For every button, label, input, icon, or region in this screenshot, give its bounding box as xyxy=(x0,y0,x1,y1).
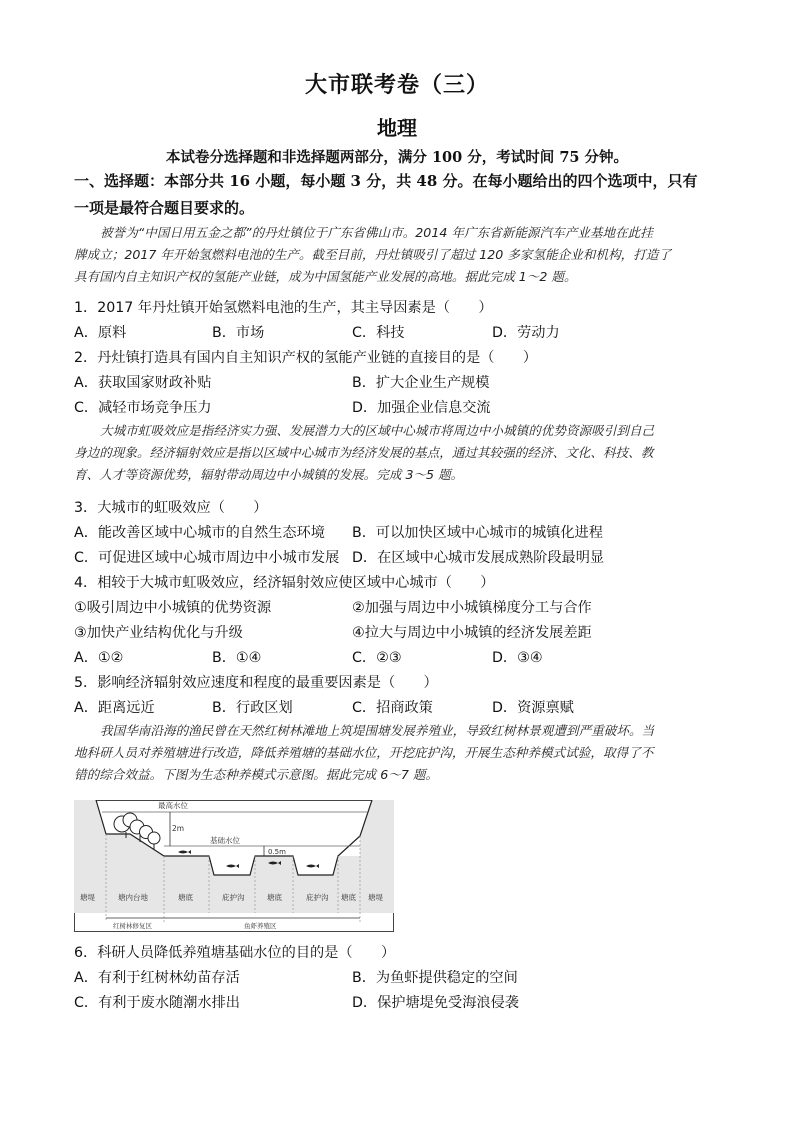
q6-option-d[interactable]: D．保护塘堤免受海浪侵袭 xyxy=(352,995,519,1011)
aquaculture-diagram xyxy=(74,800,394,932)
q6-option-b[interactable]: B．为鱼虾提供稳定的空间 xyxy=(352,970,518,986)
zone-label-7: 塘底 xyxy=(341,893,356,902)
subject-title: 地理 xyxy=(377,116,417,140)
label-05m: 0.5m xyxy=(268,848,286,856)
passage-1 xyxy=(74,222,722,288)
section-heading xyxy=(74,168,724,222)
zone-label-4: 庇护沟 xyxy=(222,893,245,902)
q1-option-c[interactable]: C．科技 xyxy=(352,325,405,341)
label-base-water: 基础水位 xyxy=(210,836,240,845)
q3-option-b[interactable]: B．可以加快区域中心城市的城镇化进程 xyxy=(352,525,603,541)
q6-option-c[interactable]: C．有利于废水随潮水排出 xyxy=(74,995,240,1011)
zone-label-1: 塘堤 xyxy=(80,893,95,902)
passage-2-line3: 育、人才等资源优势，辐射带动周边中小城镇的发展。完成 3～5 题。 xyxy=(74,467,464,482)
q4-option-a[interactable]: A．①② xyxy=(74,650,124,666)
exam-intro: 本试卷分选择题和非选择题两部分，满分 100 分，考试时间 75 分钟。 xyxy=(165,149,629,166)
passage-3-line1: 我国华南沿海的渔民曾在天然红树林滩地上筑堤围塘发展养殖业，导致红树林景观遭到严重破坏。当 xyxy=(100,723,655,738)
q3-option-c[interactable]: C．可促进区域中心城市周边中小城市发展 xyxy=(74,550,340,566)
q1-option-a[interactable]: A．原料 xyxy=(74,325,127,341)
section-heading-line2: 一项是最符合题目要求的。 xyxy=(74,199,255,217)
q2-option-b[interactable]: B．扩大企业生产规模 xyxy=(352,375,490,391)
passage-3 xyxy=(74,720,722,786)
passage-1-line1: 被誉为“中国日用五金之都”的丹灶镇位于广东省佛山市。2014 年广东省新能源汽车产业基地在此挂 xyxy=(100,225,653,240)
question-1-stem: 1．2017 年丹灶镇开始氢燃料电池的生产，其主导因素是（ ） xyxy=(74,300,493,316)
passage-2 xyxy=(74,420,722,486)
passage-1-line2: 牌成立；2017 年开始氢燃料电池的生产。截至目前，丹灶镇吸引了超过 120 多家氢能企业和机构，打造了 xyxy=(74,247,672,262)
q1-option-d[interactable]: D．劳动力 xyxy=(492,325,560,341)
zone-label-2: 塘内台地 xyxy=(118,893,148,902)
zone-label-8: 塘堤 xyxy=(368,893,383,902)
zone-label-5: 塘底 xyxy=(267,893,282,902)
passage-2-line2: 身边的现象。经济辐射效应是指以区域中心城市为经济发展的基点，通过其较强的经济、文化、科技、教 xyxy=(74,445,654,460)
question-3-stem: 3．大城市的虹吸效应（ ） xyxy=(74,500,268,516)
question-5-stem: 5．影响经济辐射效应速度和程度的最重要因素是（ ） xyxy=(74,675,438,691)
q6-option-a[interactable]: A．有利于红树林幼苗存活 xyxy=(74,970,240,986)
q4-statement-1: ①吸引周边中小城镇的优势资源 xyxy=(74,600,272,616)
q4-statement-2: ②加强与周边中小城镇梯度分工与合作 xyxy=(352,600,592,616)
label-2m: 2m xyxy=(172,824,185,833)
q2-option-d[interactable]: D．加强企业信息交流 xyxy=(352,400,491,416)
q1-option-b[interactable]: B．市场 xyxy=(212,325,265,341)
q3-option-a[interactable]: A．能改善区域中心城市的自然生态环境 xyxy=(74,525,325,541)
section-heading-line1: 一、选择题：本部分共 16 小题，每小题 3 分，共 48 分。在每小题给出的四个选项中，只有 xyxy=(74,172,698,190)
region-aquaculture: 鱼虾养殖区 xyxy=(244,922,277,930)
q2-option-a[interactable]: A．获取国家财政补贴 xyxy=(74,375,212,391)
q4-statement-4: ④拉大与周边中小城镇的经济发展差距 xyxy=(352,625,592,641)
zone-label-3: 塘底 xyxy=(178,893,193,902)
q5-option-c[interactable]: C．招商政策 xyxy=(352,700,433,716)
question-2-stem: 2．丹灶镇打造具有国内自主知识产权的氢能产业链的直接目的是（ ） xyxy=(74,350,538,366)
passage-3-line2: 地科研人员对养殖塘进行改造，降低养殖塘的基础水位，开挖庇护沟，开展生态种养模式试验，取得了不 xyxy=(74,745,654,760)
q4-option-d[interactable]: D．③④ xyxy=(492,650,543,666)
zone-label-6: 庇护沟 xyxy=(306,893,329,902)
region-mangrove: 红树林修复区 xyxy=(113,922,152,930)
q2-option-c[interactable]: C．减轻市场竞争压力 xyxy=(74,400,212,416)
passage-2-line1: 大城市虹吸效应是指经济实力强、发展潜力大的区域中心城市将周边中小城镇的优势资源吸引到自己 xyxy=(100,423,655,438)
q5-option-d[interactable]: D．资源禀赋 xyxy=(492,700,574,716)
q5-option-a[interactable]: A．距离远近 xyxy=(74,700,155,716)
question-6-stem: 6．科研人员降低养殖塘基础水位的目的是（ ） xyxy=(74,945,396,961)
q4-statement-3: ③加快产业结构优化与升级 xyxy=(74,625,243,641)
q3-option-d[interactable]: D．在区域中心城市发展成熟阶段最明显 xyxy=(352,550,605,566)
label-top-water: 最高水位 xyxy=(158,801,188,810)
exam-title: 大市联考卷（三） xyxy=(304,72,489,98)
q5-option-b[interactable]: B．行政区划 xyxy=(212,700,293,716)
q4-option-b[interactable]: B．①④ xyxy=(212,650,262,666)
passage-1-line3: 具有国内自主知识产权的氢能产业链，成为中国氢能产业发展的高地。据此完成 1～2 题。 xyxy=(74,269,577,284)
passage-3-line3: 错的综合效益。下图为生态种养模式示意图。据此完成 6～7 题。 xyxy=(74,767,439,782)
q4-option-c[interactable]: C．②③ xyxy=(352,650,402,666)
question-4-stem: 4．相较于大城市虹吸效应，经济辐射效应使区域中心城市（ ） xyxy=(74,575,495,591)
